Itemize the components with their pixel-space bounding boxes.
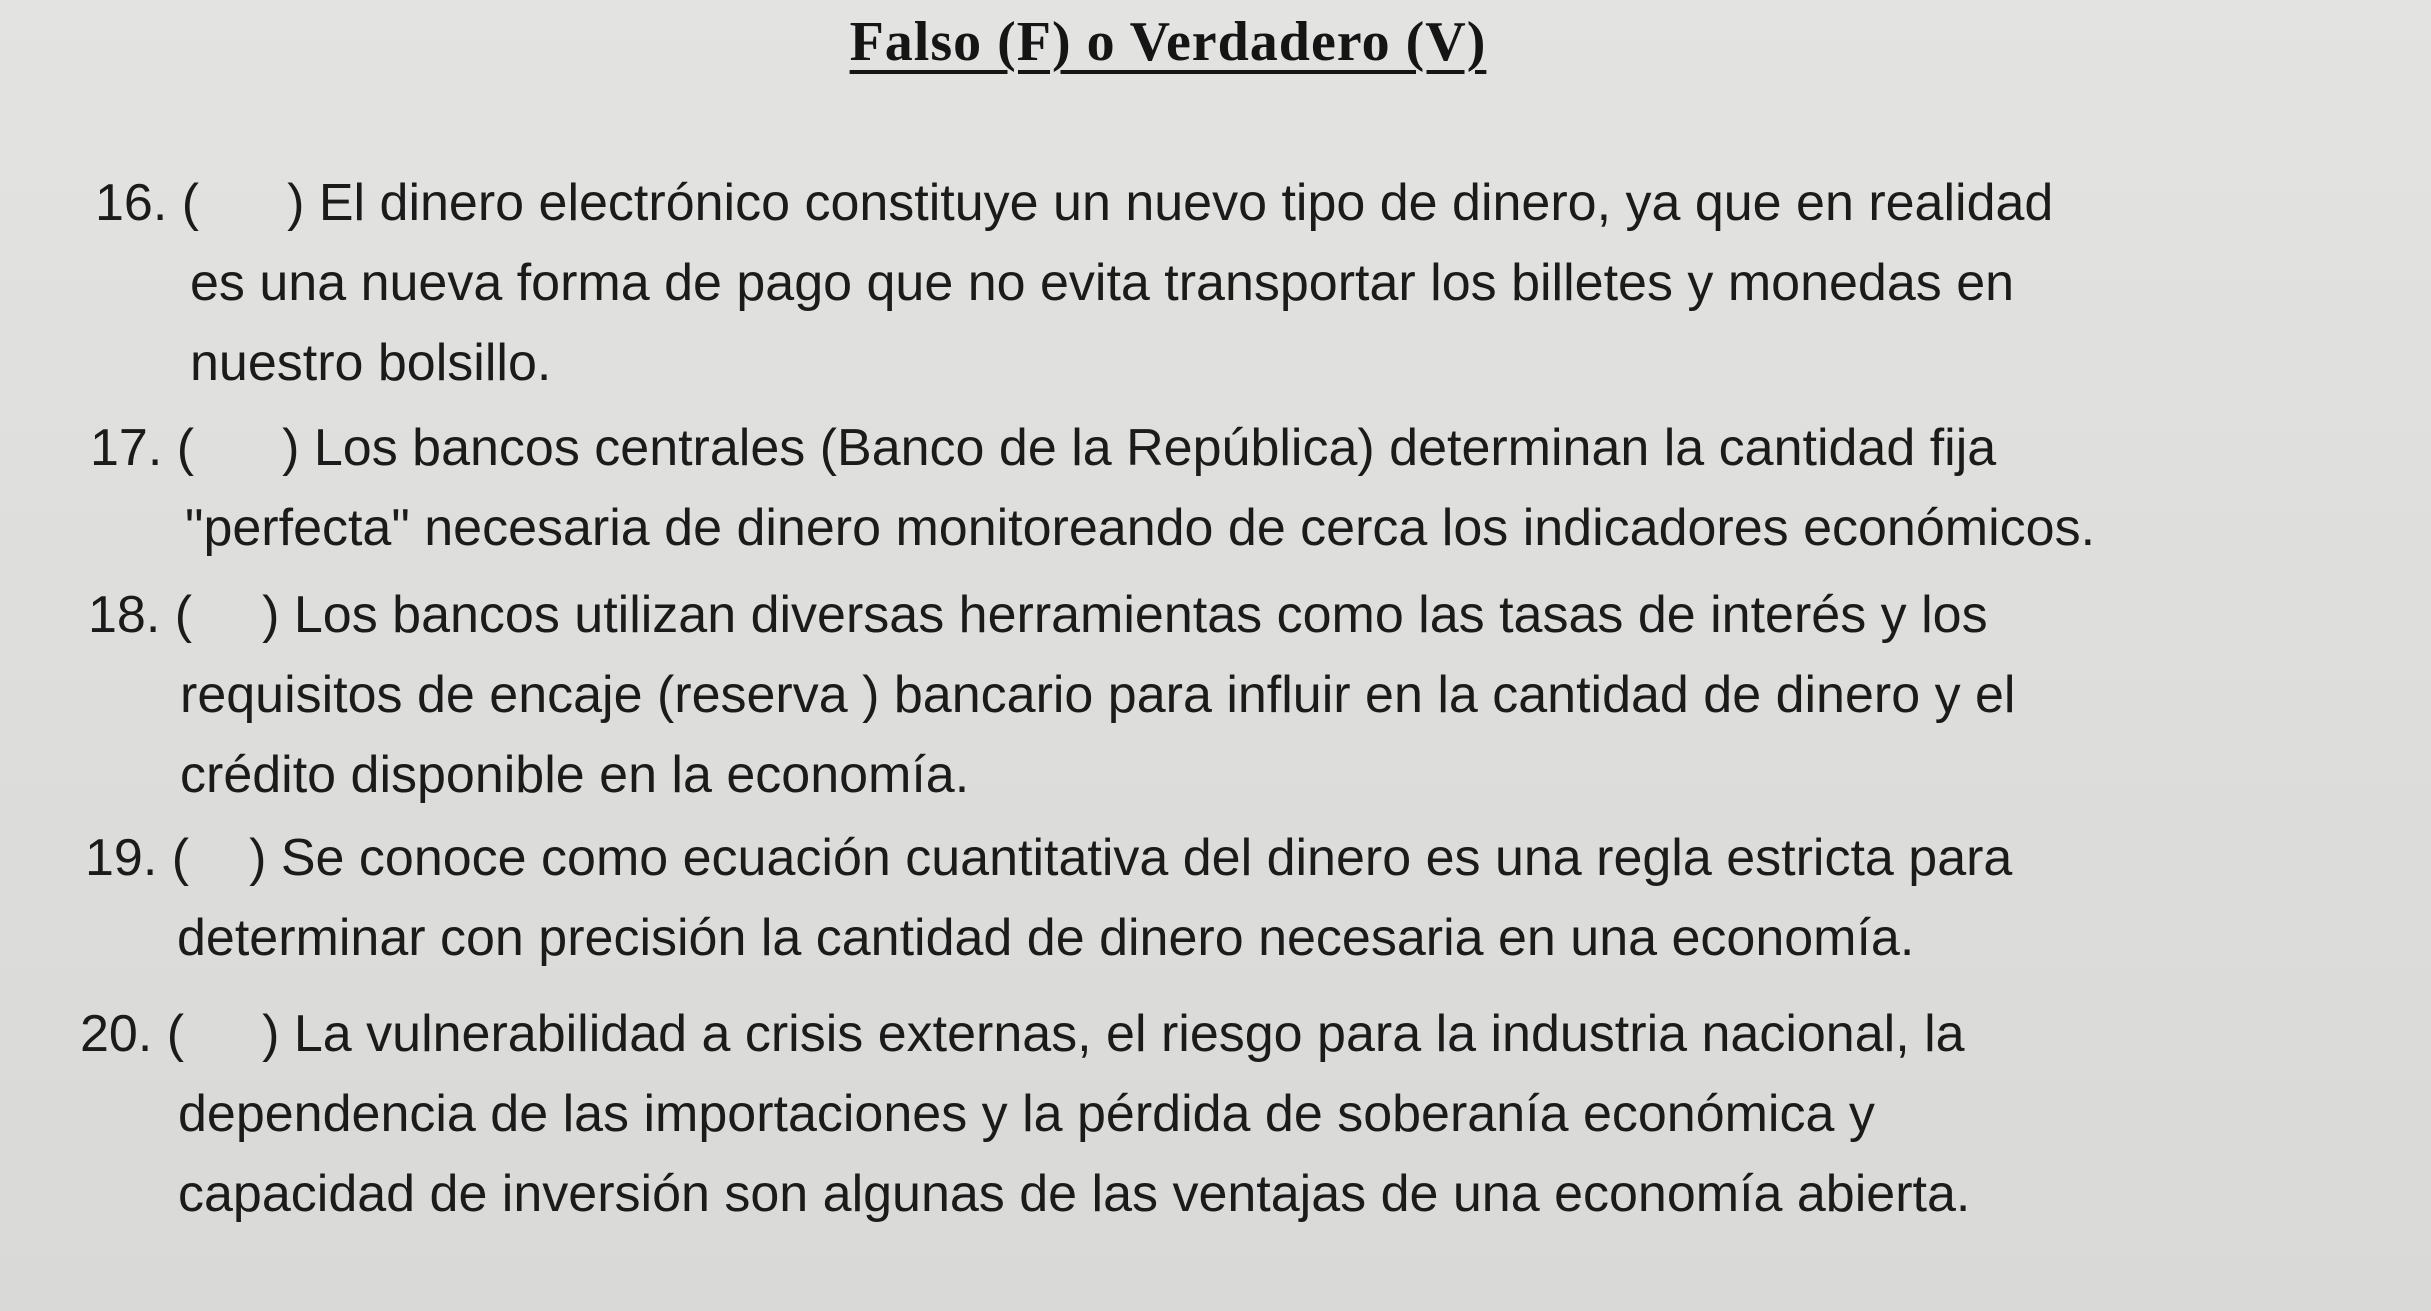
answer-open-paren: ( [171, 829, 190, 887]
question-text-line: Los bancos utilizan diversas herramientas como las tasas de interés y los [293, 586, 1988, 644]
question-text-line: La vulnerabilidad a crisis externas, el riesgo para la industria nacional, la [293, 1005, 1965, 1063]
question-16 [95, 163, 2327, 403]
answer-close-paren: ) [262, 1005, 280, 1063]
page-title-text: Falso (F) o Verdadero (V) [849, 11, 1487, 73]
question-text-line: determinar con precisión la cantidad de dinero necesaria en una economía. [177, 909, 1915, 967]
question-number: 16. [95, 174, 168, 232]
question-text-line: crédito disponible en la economía. [180, 746, 970, 804]
answer-open-paren: ( [166, 1005, 185, 1063]
question-text-line: nuestro bolsillo. [190, 334, 552, 392]
answer-open-paren: ( [181, 174, 200, 232]
question-first-line [88, 575, 2308, 655]
question-first-line [80, 994, 2320, 1074]
question-number: 17. [90, 419, 163, 477]
question-text-line: "perfecta" necesaria de dinero monitoreando de cerca los indicadores económicos. [185, 499, 2096, 557]
question-text-line: requisitos de encaje (reserva ) bancario para influir en la cantidad de dinero y el [180, 666, 2016, 724]
page-title [0, 10, 2336, 74]
question-number: 19. [85, 829, 158, 887]
answer-open-paren: ( [176, 419, 195, 477]
question-text-line: El dinero electrónico constituye un nuevo tipo de dinero, ya que en realidad [318, 174, 2054, 232]
question-text-line: capacidad de inversión son algunas de las ventajas de una economía abierta. [178, 1165, 1971, 1223]
question-number: 20. [80, 1005, 153, 1063]
answer-close-paren: ) [249, 829, 267, 887]
answer-close-paren: ) [287, 174, 305, 232]
question-first-line [95, 163, 2327, 243]
question-first-line [85, 818, 2325, 898]
answer-close-paren: ) [282, 419, 300, 477]
question-17 [90, 408, 2330, 568]
question-text-line: dependencia de las importaciones y la pérdida de soberanía económica y [178, 1085, 1875, 1143]
question-number: 18. [88, 586, 161, 644]
question-text-line: Los bancos centrales (Banco de la República) determinan la cantidad fija [313, 419, 1997, 477]
question-18 [88, 575, 2308, 815]
question-19 [85, 818, 2325, 978]
question-text-line: es una nueva forma de pago que no evita transportar los billetes y monedas en [190, 254, 2015, 312]
question-20 [80, 994, 2320, 1234]
question-text-line: Se conoce como ecuación cuantitativa del dinero es una regla estricta para [280, 829, 2013, 887]
answer-open-paren: ( [174, 586, 193, 644]
answer-close-paren: ) [262, 586, 280, 644]
question-first-line [90, 408, 2330, 488]
